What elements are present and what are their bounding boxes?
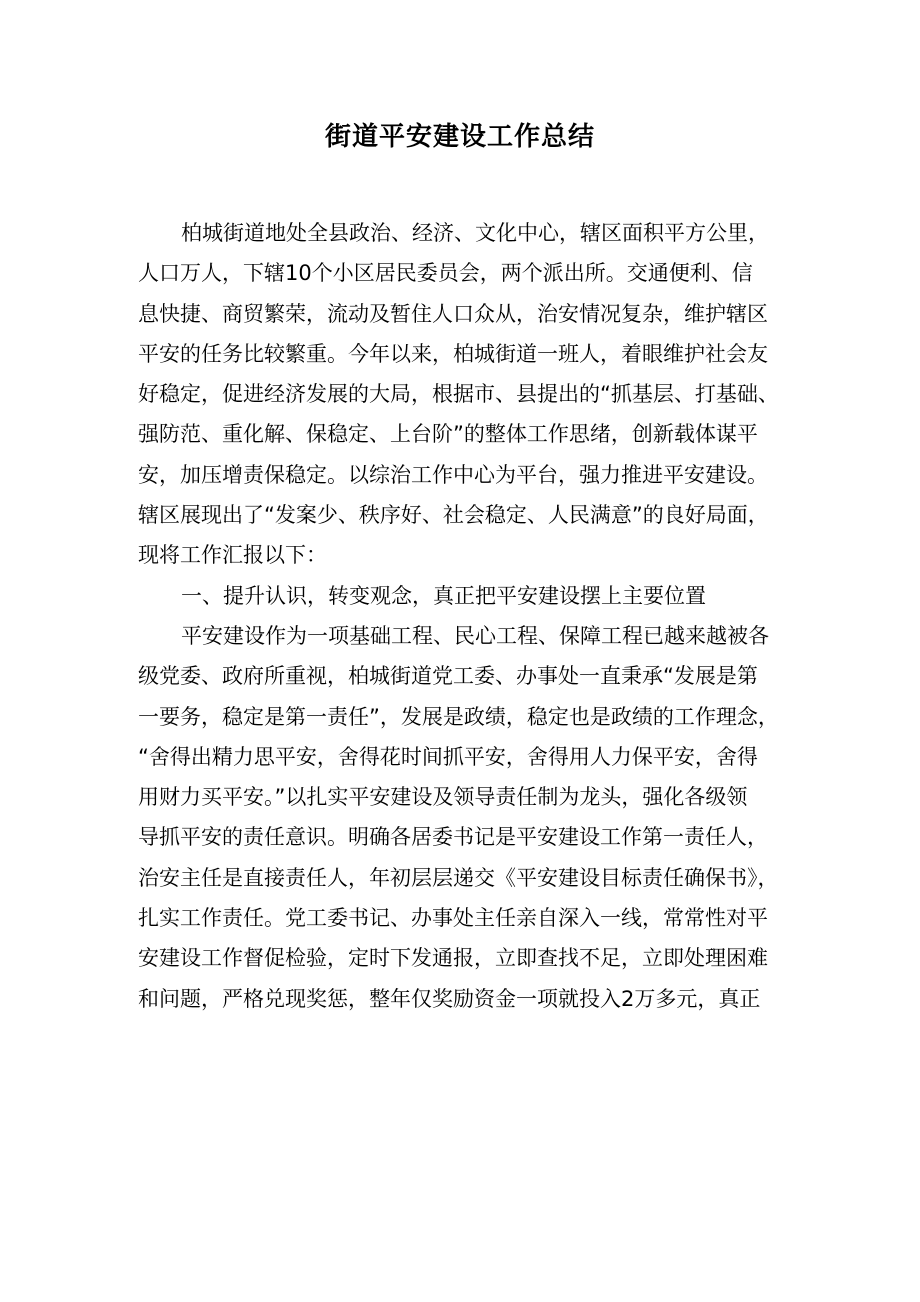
text-line: 安建设工作督促检验，定时下发通报，立即查找不足，立即处理困难 xyxy=(138,946,768,971)
text-line: 人口万人，下辖10个小区居民委员会，两个派出所。交通便利、信 xyxy=(138,261,753,286)
text-line: “舍得出精力思平安，舍得花时间抓平安，舍得用人力保平安，舍得 xyxy=(138,744,758,769)
text-line: 一要务，稳定是第一责任”，发展是政绩，稳定也是政绩的工作理念， xyxy=(138,704,779,729)
text-line: 息快捷、商贸繁荣，流动及暂住人口众从，治安情况复杂，维护辖区 xyxy=(138,301,768,326)
text-line: 强防范、重化解、保稳定、上台阶”的整体工作思绪，创新载体谋平 xyxy=(138,422,758,447)
text-line: 好稳定，促进经济发展的大局，根据市、县提出的“抓基层、打基础、 xyxy=(138,382,779,407)
paragraph-first-line: 一、提升认识，转变观念，真正把平安建设摆上主要位置 xyxy=(181,583,706,608)
text-line: 治安主任是直接责任人，年初层层递交《平安建设目标责任确保书》， xyxy=(138,865,779,890)
text-line: 和问题，严格兑现奖惩，整年仅奖励资金一项就投入2万多元，真正 xyxy=(138,986,761,1011)
document-title: 街道平安建设工作总结 xyxy=(324,122,595,152)
text-line: 级党委、政府所重视，柏城街道党工委、办事处一直秉承“发展是第 xyxy=(138,664,758,689)
paragraph-first-line: 柏城街道地处全县政治、经济、文化中心，辖区面积平方公里， xyxy=(181,221,769,245)
document-body xyxy=(138,213,803,1019)
text-line: 导抓平安的责任意识。明确各居委书记是平安建设工作第一责任人， xyxy=(138,825,768,850)
text-line: 平安的任务比较繁重。今年以来，柏城街道一班人，着眼维护社会友 xyxy=(138,341,768,366)
text-line: 安，加压增责保稳定。以综治工作中心为平台，强力推进平安建设。 xyxy=(138,462,768,487)
paragraph-first-line: 平安建设作为一项基础工程、民心工程、保障工程已越来越被各 xyxy=(181,623,769,648)
text-line: 辖区展现出了“发案少、秩序好、社会稳定、人民满意”的良好局面， xyxy=(138,503,769,528)
text-line: 现将工作汇报以下： xyxy=(138,543,327,568)
text-line: 扎实工作责任。党工委书记、办事处主任亲自深入一线，常常性对平 xyxy=(138,906,768,931)
text-line: 用财力买平安。”以扎实平安建设及领导责任制为龙头，强化各级领 xyxy=(138,785,748,810)
